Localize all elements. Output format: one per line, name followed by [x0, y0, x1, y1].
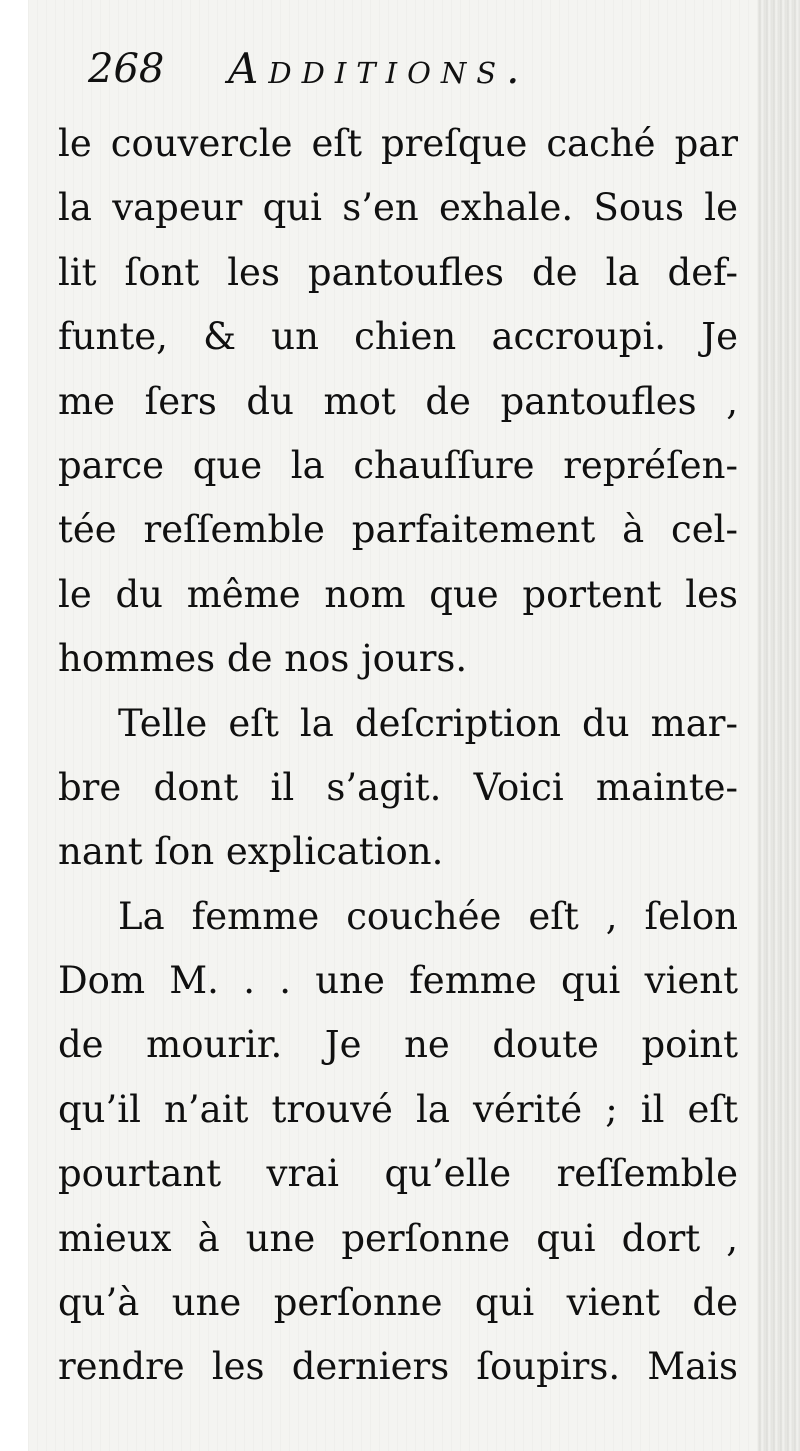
text-line: funte, & un chien accroupi. Je [58, 315, 738, 359]
text-line: Dom M. . . une femme qui vient [58, 959, 738, 1003]
left-gutter [0, 0, 30, 1451]
text-line: La femme couchée eſt , ſelon [118, 894, 738, 938]
text-line: le couvercle eſt preſque caché par [58, 122, 738, 165]
text-line: nant ſon explication. [58, 830, 444, 874]
text-line: me ſers du mot de pantoufles , [58, 379, 738, 423]
text-line: de mourir. Je ne doute point [58, 1023, 738, 1067]
body-text [58, 112, 738, 1400]
text-line: qu’il n’ait trouvé la vérité ; il eſt [58, 1087, 738, 1131]
text-line: bre dont il s’agit. Voici mainte- [58, 765, 738, 809]
text-line: pourtant vrai qu’elle reſſemble [58, 1152, 738, 1196]
text-line: la vapeur qui s’en exhale. Sous le [58, 186, 738, 230]
text-line: Telle eſt la deſcription du mar- [118, 701, 738, 745]
text-line: rendre les derniers ſoupirs. Mais [58, 1345, 738, 1389]
text-line: lit ſont les pantoufles de la def- [58, 250, 738, 294]
running-head [88, 42, 708, 102]
text-line: qu’à une perſonne qui vient de [58, 1281, 738, 1325]
text-line: tée reſſemble parfaitement à cel- [58, 508, 738, 552]
page-number: 268 [88, 46, 165, 92]
text-line: le du même nom que portent les [58, 572, 738, 616]
text-line: hommes de nos jours. [58, 637, 468, 681]
section-title: Additions. [228, 44, 530, 93]
text-line: mieux à une perſonne qui dort , [58, 1216, 738, 1260]
text-line: parce que la chauſſure repréſen- [58, 443, 738, 487]
page-edge [758, 0, 800, 1451]
